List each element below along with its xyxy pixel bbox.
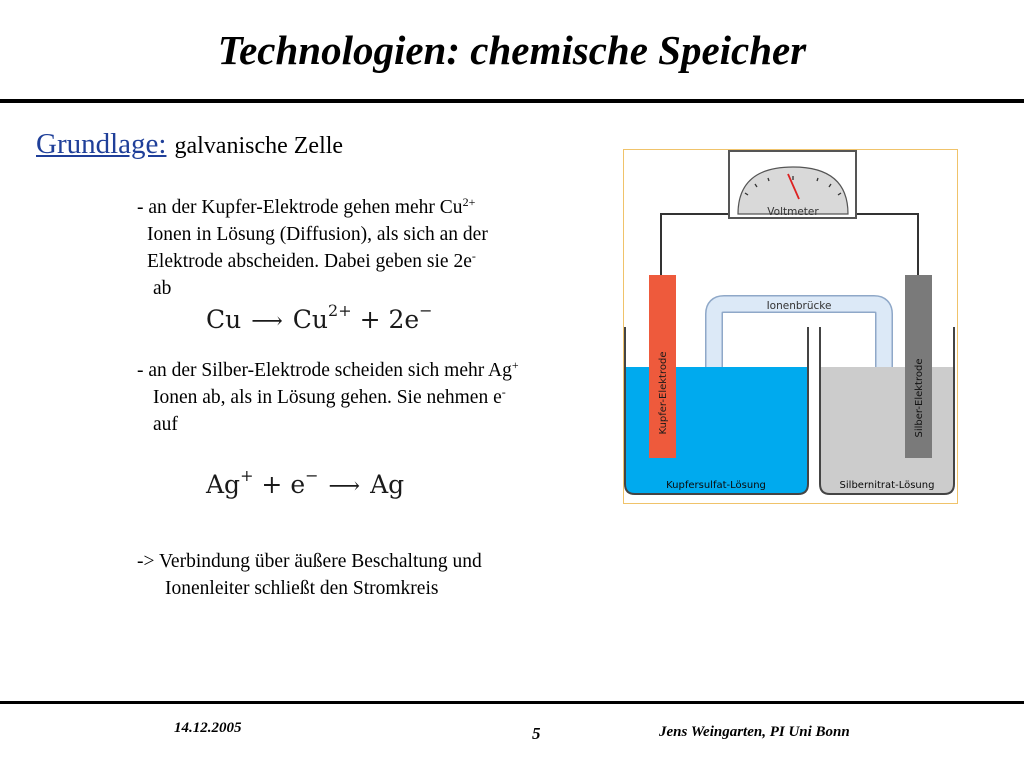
section-subtitle: galvanische Zelle [174, 133, 344, 159]
copper-line-4: ab [153, 278, 172, 299]
silver-solution-label: Silbernitrat-Lösung [839, 480, 935, 491]
eq1-ion-charge: 2+ [328, 301, 352, 320]
salt-bridge-label: Ionenbrücke [766, 300, 832, 312]
conclusion-line-2: Ionenleiter schließt den Stromkreis [165, 578, 439, 599]
silver-paragraph [137, 357, 519, 438]
slide-title: Technologien: chemische Speicher [217, 27, 807, 73]
copper-equation [206, 301, 433, 334]
voltmeter-label: Voltmeter [767, 206, 819, 218]
section-heading [36, 128, 343, 161]
footer-date: 14.12.2005 [174, 720, 242, 736]
eq2-ion: Ag [206, 470, 241, 499]
eq1-plus: + [359, 305, 381, 334]
bottom-divider [0, 701, 1024, 704]
voltmeter [729, 151, 856, 218]
copper-line-1: - an der Kupfer-Elektrode gehen mehr Cu [137, 197, 463, 218]
silver-electrode-label: Silber-Elektrode [914, 358, 925, 438]
silver-solution [820, 367, 954, 494]
eq1-electron-charge: − [419, 301, 433, 320]
electron-charge-2: - [501, 385, 506, 399]
eq1-product-ion: Cu [292, 305, 329, 334]
eq2-electron: e [290, 470, 306, 499]
eq1-arrow: ⟶ [251, 309, 283, 334]
copper-line-3: Elektrode abscheiden. Dabei geben sie 2e [147, 251, 472, 272]
silver-charge: + [511, 358, 519, 372]
eq2-electron-charge: − [305, 466, 319, 485]
galvanic-cell-diagram [623, 149, 959, 505]
copper-line-2: Ionen in Lösung (Diffusion), als sich an der [147, 224, 488, 245]
eq2-arrow: ⟶ [328, 474, 361, 499]
copper-solution-label: Kupfersulfat-Lösung [666, 480, 766, 491]
eq2-plus: + [261, 470, 283, 499]
footer-author: Jens Weingarten, PI Uni Bonn [659, 724, 850, 740]
copper-electrode-label: Kupfer-Elektrode [658, 351, 669, 435]
conclusion-line-1: -> Verbindung über äußere Beschaltung und [137, 551, 482, 572]
silver-line-3: auf [153, 414, 178, 435]
electron-charge: - [471, 249, 476, 263]
conclusion-paragraph [137, 548, 482, 602]
copper-paragraph [137, 194, 488, 302]
silver-equation [206, 466, 405, 499]
eq2-ion-charge: + [240, 466, 254, 485]
eq1-reactant: Cu [206, 305, 242, 334]
eq1-electrons: 2e [388, 305, 420, 334]
page-number: 5 [532, 724, 541, 743]
silver-line-2: Ionen ab, als in Lösung gehen. Sie nehmen e [153, 387, 502, 408]
silver-line-1: - an der Silber-Elektrode scheiden sich mehr Ag [137, 360, 512, 381]
section-label: Grundlage: [36, 128, 167, 160]
eq2-product: Ag [370, 470, 405, 499]
copper-charge: 2+ [462, 195, 476, 209]
top-divider [0, 99, 1024, 103]
